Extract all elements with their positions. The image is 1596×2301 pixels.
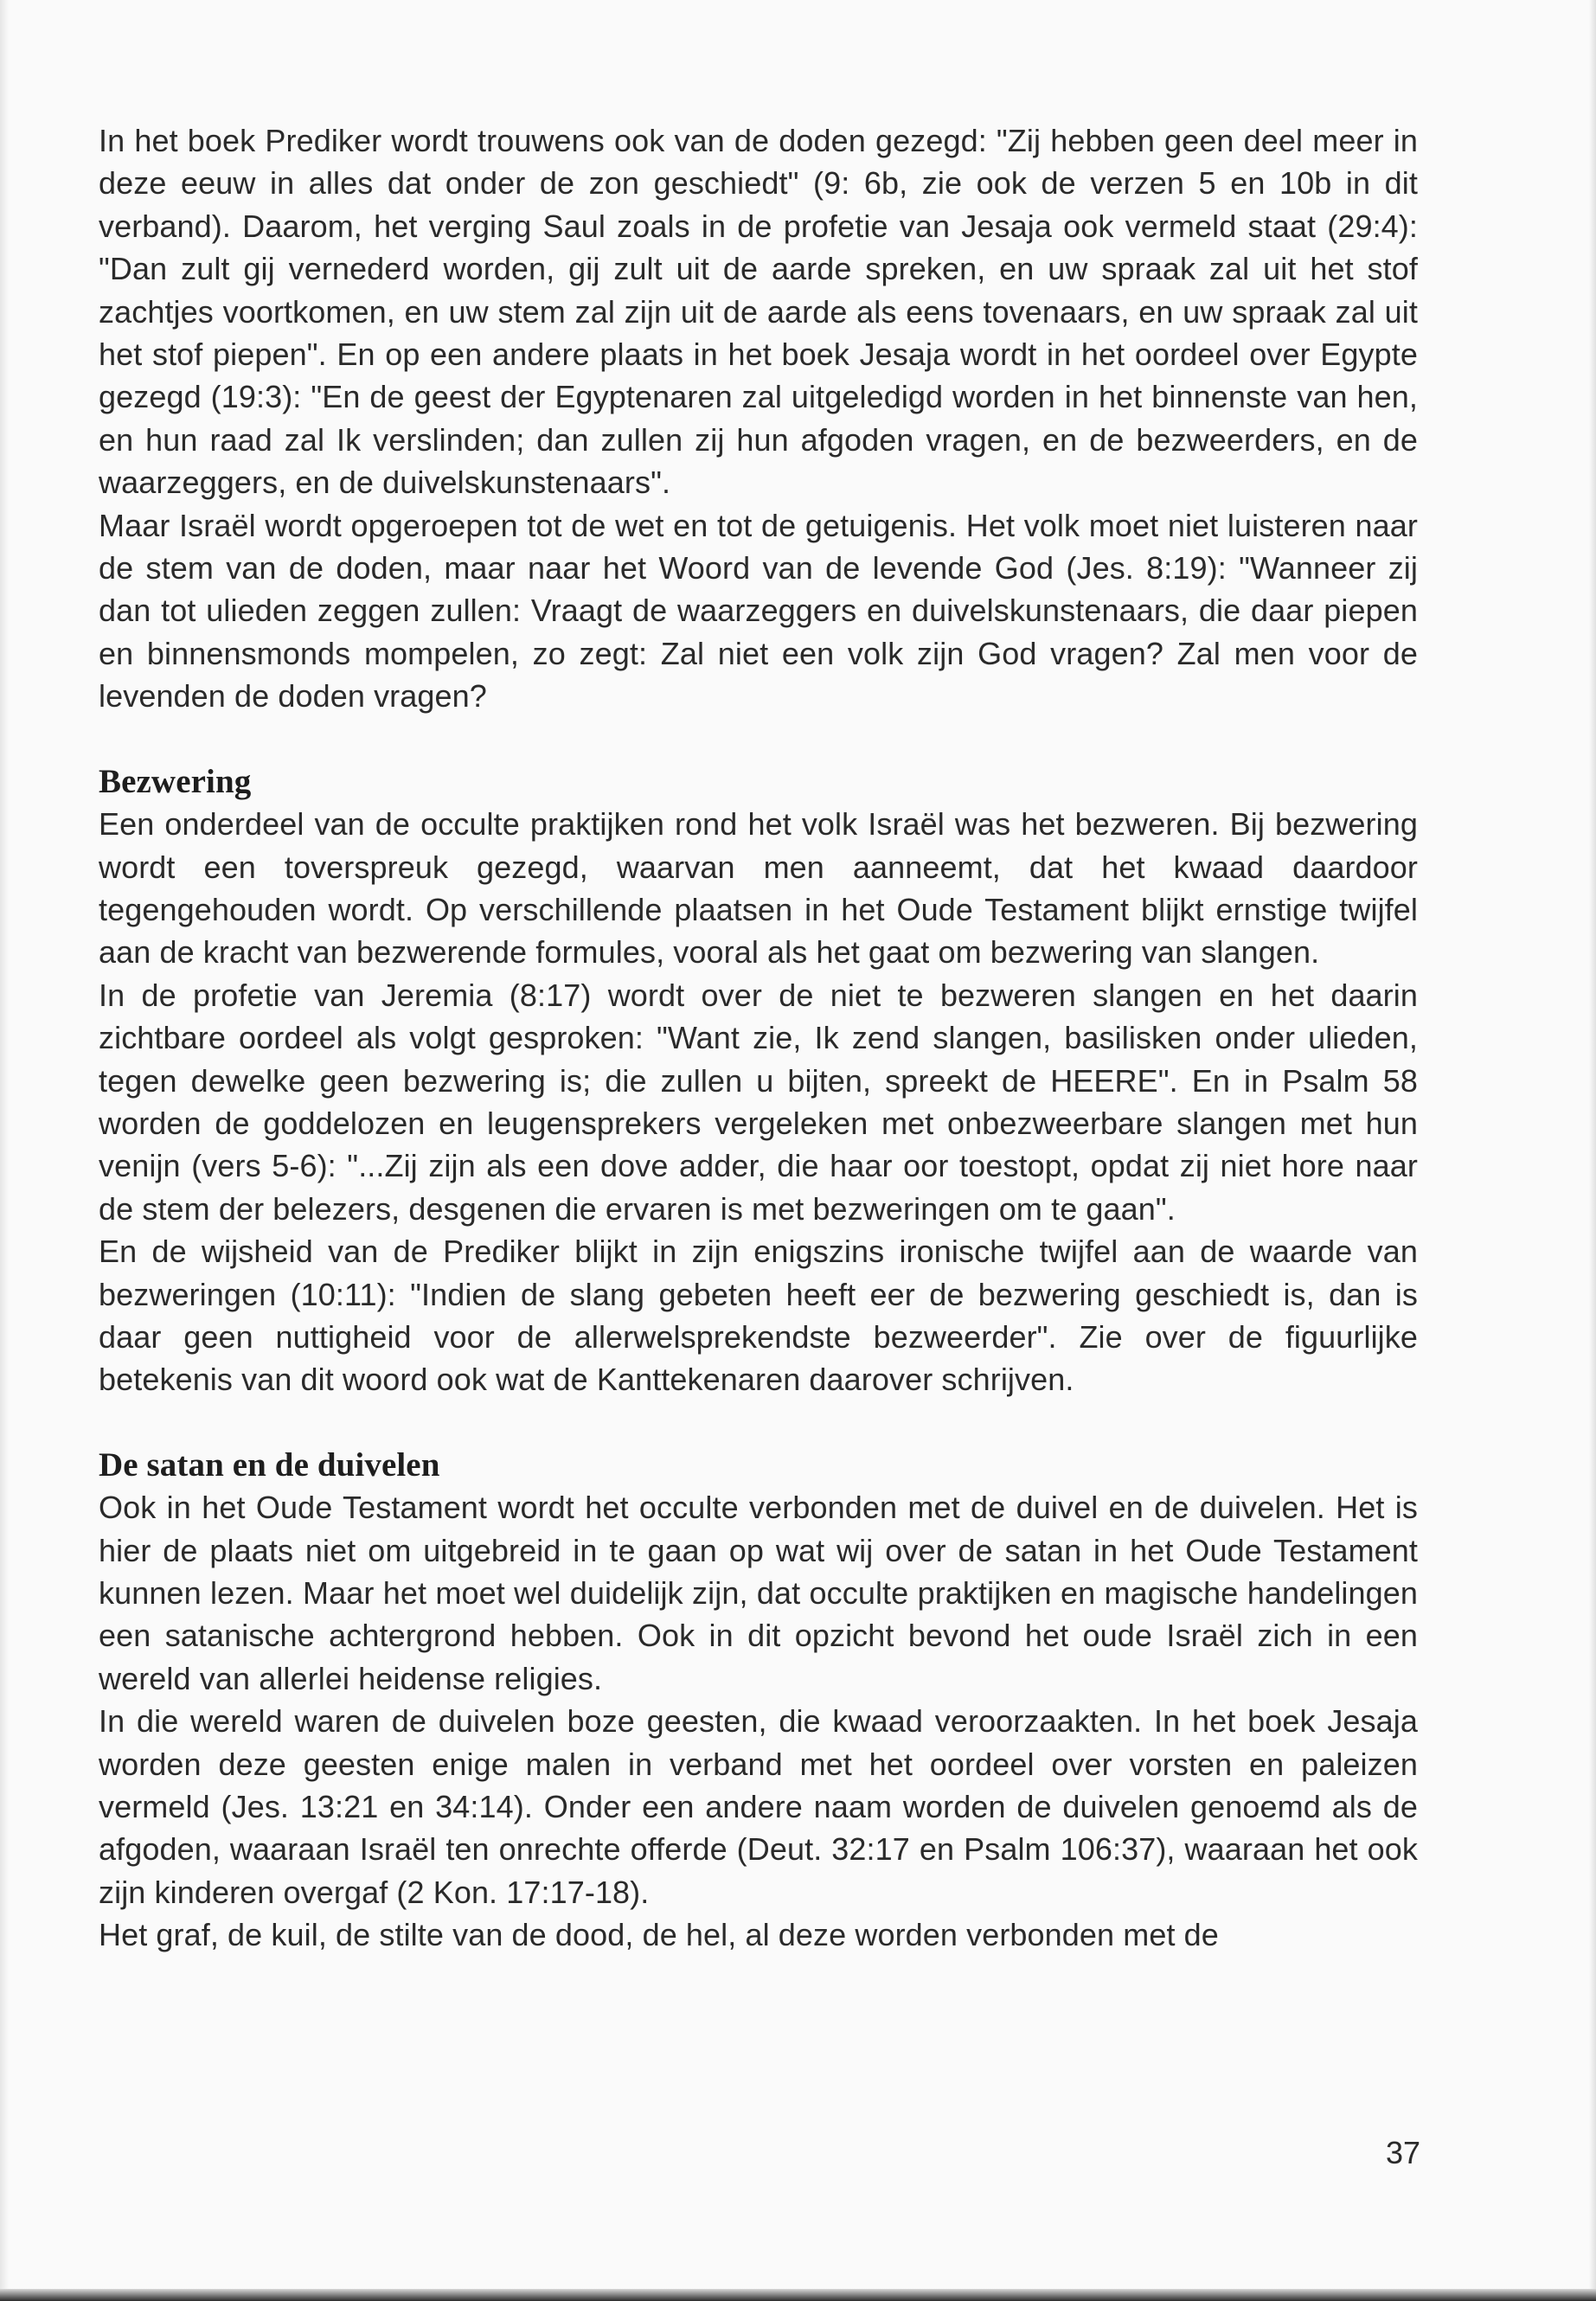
- paragraph-bezwering-3: En de wijsheid van de Prediker blijkt in zijn enigszins ironische twijfel aan de waarde van bezweringen (10:11): "Indien de slang gebeten heeft eer de bezwering geschiedt is, dan is daar geen nuttigheid voor de allerwelsprekendste bezweerder". Zie over de figuurlijke betekenis van dit woord ook wat de Kanttekenaren daarover schrijven.: [99, 1234, 1418, 1398]
- section-gap: [99, 1401, 1418, 1444]
- heading-satan: De satan en de duivelen: [99, 1445, 440, 1484]
- page-edge-right: [1589, 0, 1596, 2301]
- paragraph-satan-3: Het graf, de kuil, de stilte van de dood, de hel, al deze worden verbonden met de: [99, 1917, 1219, 1953]
- heading-bezwering: Bezwering: [99, 762, 252, 800]
- paragraph-bezwering-2: In de profetie van Jeremia (8:17) wordt over de niet te bezweren slangen en het daarin zichtbare oordeel als volgt gesproken: "Want zie, Ik zend slangen, basilisken onder ulieden, tegen dewelke geen bezwering is; die zullen u bijten, spreekt de HEERE". En in Psalm 58 worden de goddelozen en leugensprekers vergeleken met onbezweerbare slangen met hun venijn (vers 5-6): "...Zij zijn als een dove adder, die haar oor toestopt, opdat zij niet hore naar de stem der belezers, desgenen die ervaren is met bezweringen om te gaan".: [99, 977, 1418, 1227]
- page-number: 37: [1385, 2135, 1420, 2170]
- paragraph-intro-2: Maar Israël wordt opgeroepen tot de wet en tot de getuigenis. Het volk moet niet luisteren naar de stem van de doden, maar naar het Woord van de levende God (Jes. 8:19): "Wanneer zij dan tot ulieden zeggen zullen: Vraagt de waarzeggers en duivelskunstenaars, die daar piepen en binnensmonds mompelen, zo zegt: Zal niet een volk zijn God vragen? Zal men voor de levenden de doden vragen?: [99, 507, 1418, 715]
- paragraph-bezwering-1: Een onderdeel van de occulte praktijken rond het volk Israël was het bezweren. Bij bezwering wordt een toverspreuk gezegd, waarvan men aanneemt, dat het kwaad daardoor tegengehouden wordt. Op verschillende plaatsen in het Oude Testament blijkt ernstige twijfel aan de kracht van bezwerende formules, vooral als het gaat om bezwering van slangen.: [99, 806, 1418, 971]
- paragraph-intro-1: In het boek Prediker wordt trouwens ook van de doden gezegd: "Zij hebben geen deel meer in deze eeuw in alles dat onder de zon geschiedt" (9: 6b, zie ook de verzen 5 en 10b in dit verband). Daarom, het verging Saul zoals in de profetie van Jesaja ook vermeld staat (29:4): "Dan zult gij vernederd worden, gij zult uit de aarde spreken, en uw spraak zal uit het stof zachtjes voortkomen, en uw stem zal zijn uit de aarde als eens tovenaars, en uw spraak zal uit het stof piepen". En op een andere plaats in het boek Jesaja wordt in het oordeel over Egypte gezegd (19:3): "En de geest der Egyptenaren zal uitgeledigd worden in het binnenste van hen, en hun raad zal Ik verslinden; dan zullen zij hun afgoden vragen, en de bezweerders, en de waarzeggers, en de duivelskunstenaars".: [99, 123, 1418, 501]
- paragraph-satan-2: In die wereld waren de duivelen boze geesten, die kwaad veroorzaakten. In het boek Jesaja worden deze geesten enige malen in verband met het oordeel over vorsten en paleizen vermeld (Jes. 13:21 en 34:14). Onder een andere naam worden de duivelen genoemd als de afgoden, waaraan Israël ten onrechte offerde (Deut. 32:17 en Psalm 106:37), waaraan het ook zijn kinderen overgaf (2 Kon. 17:17-18).: [99, 1703, 1418, 1910]
- paragraph-satan-1: Ook in het Oude Testament wordt het occulte verbonden met de duivel en de duivelen. Het is hier de plaats niet om uitgebreid in te gaan op wat wij over de satan in het Oude Testament kunnen lezen. Maar het moet wel duidelijk zijn, dat occulte praktijken en magische handelingen een satanische achtergrond hebben. Ook in dit opzicht bevond het oude Israël zich in een wereld van allerlei heidense religies.: [99, 1490, 1418, 1696]
- scan-bottom-edge: [0, 2289, 1596, 2301]
- page-edge-left: [0, 0, 9, 2301]
- body-text: [99, 119, 1418, 1957]
- section-gap: [99, 718, 1418, 760]
